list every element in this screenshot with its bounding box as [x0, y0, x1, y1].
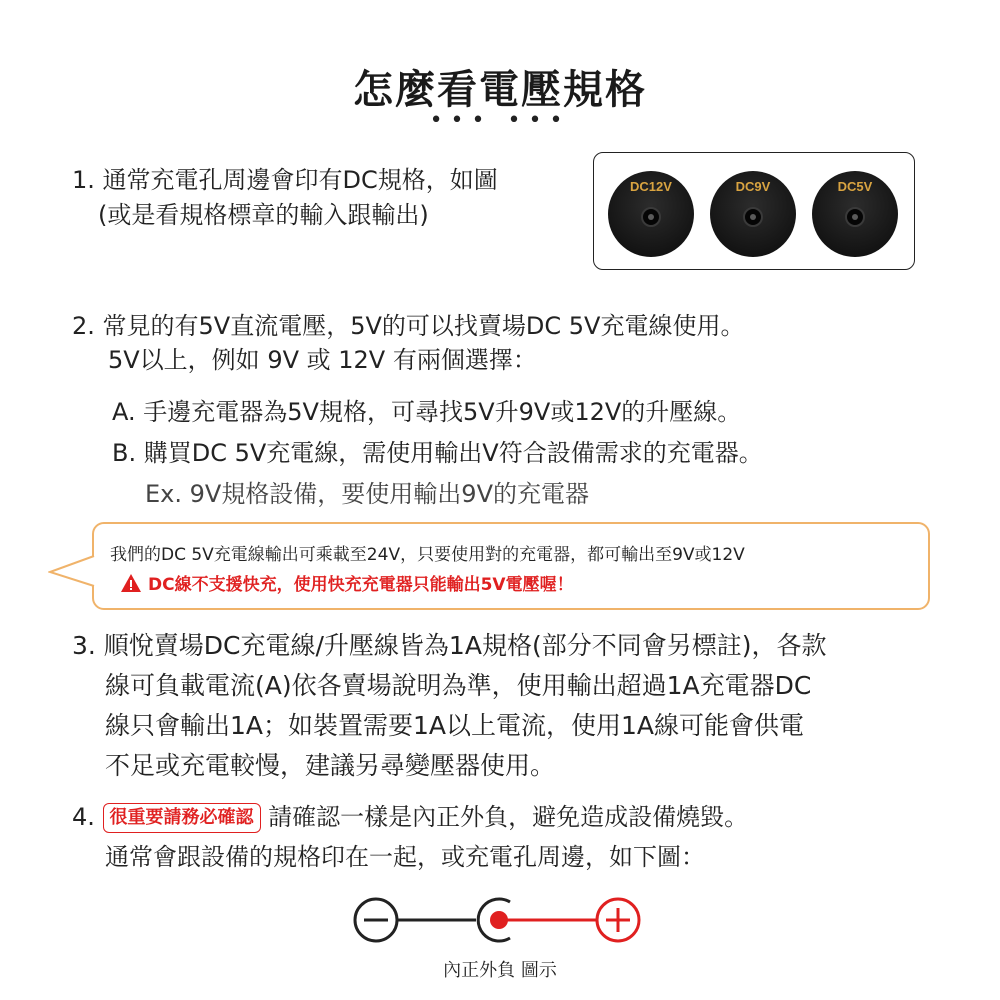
important-badge: 很重要請務必確認 — [103, 803, 261, 833]
section4-line2: 通常會跟設備的規格印在一起，或充電孔周邊，如下圖： — [105, 843, 705, 871]
plug-pin-icon — [648, 214, 654, 220]
center-positive-plug-icon — [478, 899, 510, 941]
dc-plug-12v — [608, 171, 694, 257]
section2-line1: 2. 常見的有5V直流電壓，5V的可以找賣場DC 5V充電線使用。 — [72, 312, 745, 340]
plus-circle-icon — [597, 899, 639, 941]
note-box — [92, 522, 930, 610]
section2-option-b: B. 購買DC 5V充電線，需使用輸出V符合設備需求的充電器。 — [112, 439, 763, 467]
plug-label: DC9V — [735, 179, 771, 194]
section2-option-a: A. 手邊充電器為5V規格，可尋找5V升9V或12V的升壓線。 — [112, 398, 742, 426]
page-title: 怎麼看電壓規格 — [353, 67, 647, 113]
dc-plug-photo — [593, 152, 915, 270]
section3-line2: 線可負載電流(A)依各賣場說明為準，使用輸出超過1A充電器DC — [105, 671, 812, 700]
speech-pointer-icon — [48, 554, 96, 590]
plug-pin-icon — [852, 214, 858, 220]
dc-plug-9v — [710, 171, 796, 257]
note-line1: 我們的DC 5V充電線輸出可乘載至24V，只要使用對的充電器，都可輸出至9V或12V — [110, 545, 745, 565]
title-dots: ••• ••• — [429, 108, 571, 133]
polarity-caption: 內正外負 圖示 — [443, 960, 557, 981]
polarity-diagram — [352, 890, 652, 950]
section3-line1: 3. 順悅賣場DC充電線/升壓線皆為1A規格(部分不同會另標註)，各款 — [72, 631, 827, 660]
section4-line1 — [72, 800, 748, 834]
section1-line2: (或是看規格標章的輸入跟輸出) — [98, 201, 429, 229]
section1-line1: 1. 通常充電孔周邊會印有DC規格，如圖 — [72, 166, 498, 194]
minus-circle-icon — [355, 899, 397, 941]
section3-line3: 線只會輸出1A；如裝置需要1A以上電流，使用1A線可能會供電 — [105, 711, 805, 740]
plug-pin-icon — [750, 214, 756, 220]
dc-plug-5v — [812, 171, 898, 257]
section2-line2: 5V以上，例如 9V 或 12V 有兩個選擇： — [108, 346, 537, 374]
section3-line4: 不足或充電較慢，建議另尋變壓器使用。 — [105, 751, 556, 780]
warning-triangle-icon — [120, 573, 142, 593]
note-warning — [120, 570, 574, 595]
plug-label: DC5V — [837, 179, 873, 194]
section2-example: Ex. 9V規格設備，要使用輸出9V的充電器 — [145, 480, 589, 508]
note-warning-text: DC線不支援快充，使用快充充電器只能輸出5V電壓喔！ — [148, 575, 574, 595]
section4-number: 4. — [72, 803, 95, 831]
section4-line1-text: 請確認一樣是內正外負，避免造成設備燒毀。 — [268, 803, 749, 831]
plug-label: DC12V — [630, 179, 672, 194]
